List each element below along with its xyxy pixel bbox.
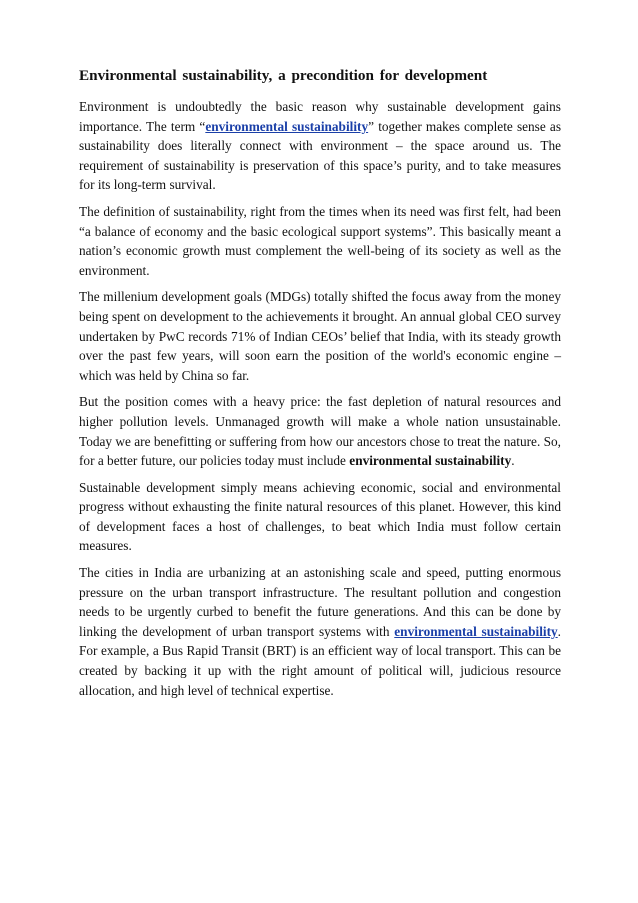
environmental-sustainability-link-2[interactable]: environmental sustainability	[394, 623, 558, 639]
paragraph-1-text-a: Environment is undoubtedly the basic reason why sustainable development gains importance. The term “	[79, 99, 561, 134]
paragraph-4	[79, 392, 561, 470]
paragraph-4-text-b: .	[511, 453, 515, 469]
document-page	[79, 66, 561, 707]
environmental-sustainability-link[interactable]: environmental sustainability	[205, 118, 369, 134]
paragraph-4-text-a: But the position comes with a heavy price: the fast depletion of natural resources and higher pollution levels. Unmanaged growth will make a whole nation unsustainable. Today we are benefitting or suffering from how our ancestors chose to treat the nature. So, for a better future, our policies today must include	[79, 394, 561, 469]
paragraph-6	[79, 563, 561, 700]
paragraph-3: The millenium development goals (MDGs) totally shifted the focus away from the money being spent on development to the achievements it brought. An annual global CEO survey undertaken by PwC records 71% of Indian CEOs’ belief that India, with its steady growth over the past few years, will soon earn the position of the world's economic engine – which was held by China so far.	[79, 289, 561, 383]
paragraph-6-text-b: . For example, a Bus Rapid Transit (BRT) is an efficient way of local transport. This can be created by backing it up with the right amount of political will, judicious resource allocation, and high level of technical expertise.	[79, 623, 561, 698]
paragraph-1-text-b: ” together makes complete sense as sustainability does literally connect with environment – the space around us. The requirement of sustainability is preservation of this space’s purity, and to take measures for its long-term survival.	[79, 118, 562, 193]
environmental-sustainability-bold: environmental sustainability	[349, 453, 512, 469]
paragraph-5: Sustainable development simply means achieving economic, social and environmental progress without exhausting the finite natural resources of this planet. However, this kind of development faces a host of challenges, to beat which India must follow certain measures.	[79, 479, 561, 554]
paragraph-6-text-a: The cities in India are urbanizing at an astonishing scale and speed, putting enormous pressure on the urban transport infrastructure. The resultant pollution and congestion needs to be urgently curbed to benefit the future generations. And this can be done by linking the development of urban transport systems with	[79, 565, 561, 639]
paragraph-2: The definition of sustainability, right from the times when its need was first felt, had been “a balance of economy and the basic ecological support systems”. This basically meant a nation’s economic growth must complement the well-being of its society as well as the environment.	[79, 203, 561, 278]
document-title: Environmental sustainability, a precondition for development	[79, 67, 488, 84]
paragraph-1	[79, 97, 561, 195]
